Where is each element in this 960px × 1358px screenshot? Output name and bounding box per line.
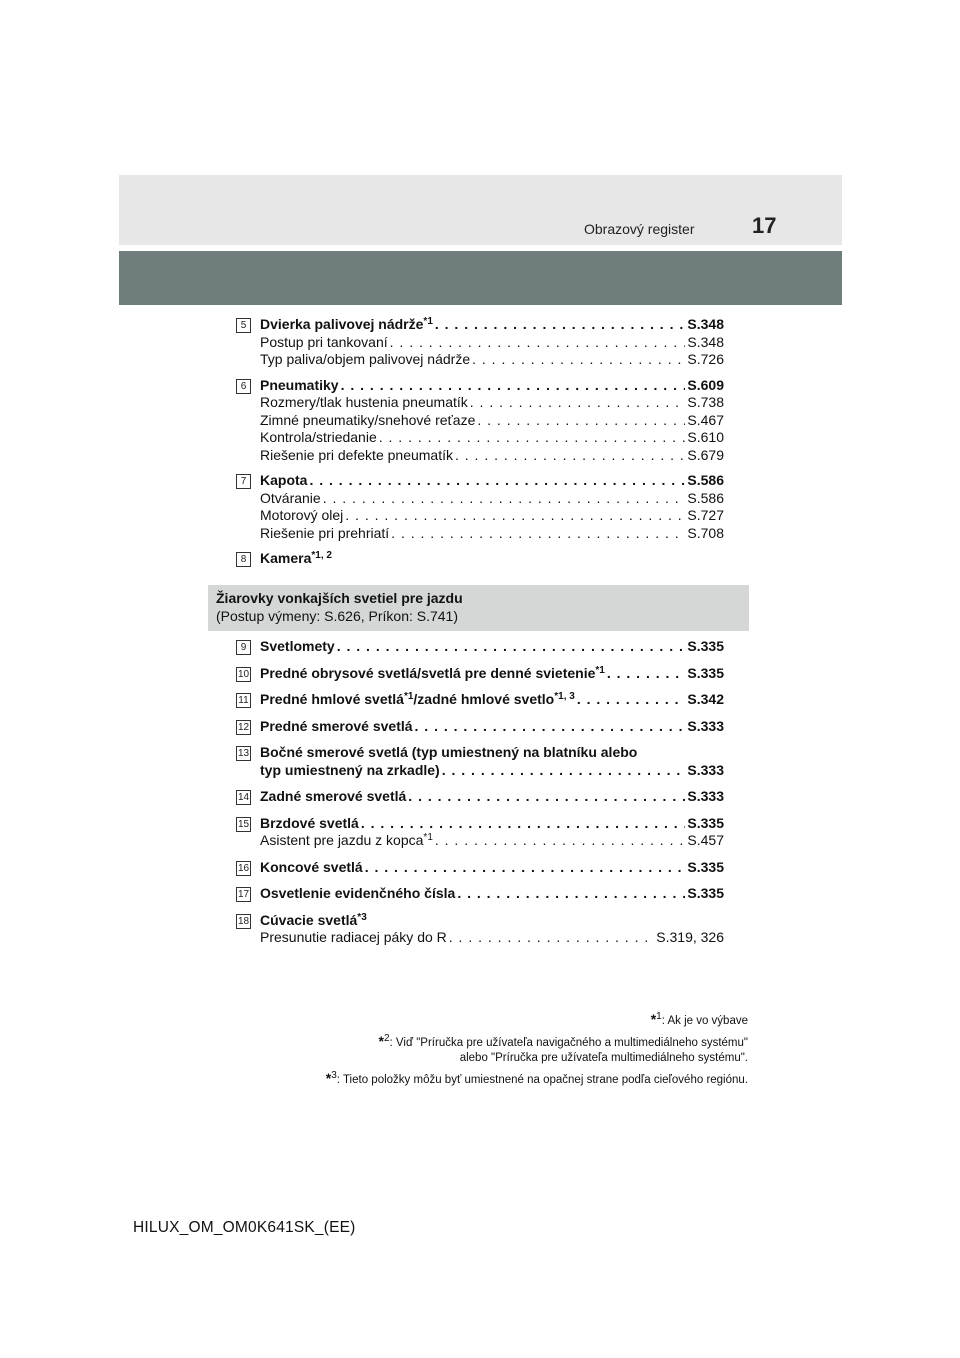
page-reference: S.610 bbox=[687, 429, 724, 445]
leader-dots bbox=[449, 929, 654, 947]
leader-dots bbox=[415, 718, 686, 736]
footnote-asterisk: * bbox=[378, 1033, 384, 1049]
page-reference: S.609 bbox=[687, 376, 724, 393]
page-reference: S.679 bbox=[687, 446, 724, 463]
index-group bbox=[236, 550, 724, 568]
index-entry bbox=[260, 691, 724, 709]
leader-dots bbox=[457, 885, 685, 903]
leader-dots bbox=[472, 351, 685, 369]
page-reference: S.333 bbox=[687, 788, 724, 804]
footnote bbox=[188, 1012, 748, 1029]
header-band-dark bbox=[119, 251, 842, 305]
index-group bbox=[236, 744, 724, 779]
leader-dots bbox=[577, 691, 686, 709]
leader-dots bbox=[337, 638, 686, 656]
leader-dots bbox=[379, 429, 686, 447]
document-code: HILUX_OM_OM0K641SK_(EE) bbox=[133, 1219, 356, 1236]
page-reference: S.335 bbox=[687, 814, 724, 831]
index-entry bbox=[260, 718, 724, 736]
index-entry bbox=[260, 762, 724, 780]
leader-dots bbox=[470, 394, 686, 412]
leader-dots bbox=[435, 316, 686, 334]
entry-label: Brzdové svetlá bbox=[260, 814, 359, 831]
index-entry bbox=[260, 525, 724, 543]
entry-label: Dvierka palivovej nádrže$^{*1}$ bbox=[260, 316, 433, 332]
entry-label: Predné smerové svetlá bbox=[260, 717, 413, 734]
index-entry bbox=[260, 912, 724, 930]
entry-label: Kapota bbox=[260, 472, 308, 488]
entry-label: Kontrola/striedanie bbox=[260, 429, 377, 445]
callout-number: 10 bbox=[237, 668, 250, 680]
page-reference: S.348 bbox=[687, 333, 724, 350]
leader-dots bbox=[408, 788, 685, 806]
footnote-asterisk: * bbox=[650, 1011, 657, 1027]
index-group bbox=[236, 316, 724, 369]
section-header-subtitle: (Postup výmeny: S.626, Príkon: S.741) bbox=[216, 608, 459, 624]
leader-dots bbox=[341, 377, 686, 395]
index-entry bbox=[260, 377, 724, 395]
footnote-ref: *1 bbox=[423, 832, 433, 843]
index-entry bbox=[260, 316, 724, 334]
callout-number: 7 bbox=[236, 474, 251, 489]
index-entry bbox=[260, 507, 724, 525]
index-group bbox=[236, 788, 724, 806]
entry-label: Cúvacie svetlá$^{*3}$ bbox=[260, 911, 367, 928]
index-entry bbox=[260, 351, 724, 369]
page-reference: S.708 bbox=[687, 524, 724, 541]
footnote-text: : Viď "Príručka pre užívateľa navigačného a multimediálneho systému" bbox=[389, 1037, 748, 1049]
entry-label: Kamera$^{*1, 2}$ bbox=[260, 550, 332, 566]
index-group bbox=[236, 377, 724, 465]
callout-number: 18 bbox=[237, 915, 250, 927]
entry-label: typ umiestnený na zrkadle) bbox=[260, 761, 440, 778]
footnote bbox=[188, 1034, 748, 1051]
leader-dots bbox=[435, 832, 686, 850]
footnote-text: : Tieto položky môžu byť umiestnené na opačnej strane podľa cieľového regiónu. bbox=[336, 1074, 748, 1086]
leader-dots bbox=[365, 859, 686, 877]
footnote-asterisk: * bbox=[325, 1070, 332, 1086]
index-group bbox=[236, 885, 724, 903]
index-group bbox=[236, 718, 724, 736]
footnote-number: 1 bbox=[656, 1011, 662, 1022]
section-header-title: Žiarovky vonkajších svetiel pre jazdu bbox=[216, 590, 463, 606]
callout-number: 13 bbox=[237, 748, 250, 759]
page-reference: S.335 bbox=[687, 664, 724, 681]
index-group bbox=[236, 665, 724, 683]
index-entry bbox=[260, 832, 724, 850]
entry-label: Riešenie pri prehriatí bbox=[260, 524, 390, 541]
entry-label: Motorový olej bbox=[260, 507, 344, 523]
footnote-number: 2 bbox=[383, 1033, 390, 1044]
index-entry bbox=[260, 859, 724, 877]
index-entry bbox=[260, 472, 724, 490]
entry-label: Svetlomety bbox=[260, 638, 335, 654]
page-reference: S.727 bbox=[687, 507, 724, 523]
index-entry bbox=[260, 447, 724, 465]
callout-number: 5 bbox=[236, 318, 251, 333]
page-reference: S.586 bbox=[687, 472, 724, 488]
footnote-ref: *1 bbox=[595, 664, 605, 676]
footnote-text-continued: alebo "Príručka pre užívateľa multimediálneho systému". bbox=[459, 1052, 748, 1064]
index-entry bbox=[260, 815, 724, 833]
footnote-number: 3 bbox=[331, 1070, 337, 1081]
page-reference: S.457 bbox=[687, 832, 724, 848]
callout-number: 9 bbox=[236, 640, 251, 655]
index-group bbox=[236, 691, 724, 709]
footnote-ref: *3 bbox=[357, 911, 367, 923]
index-entry bbox=[260, 929, 724, 947]
entry-label: Zimné pneumatiky/snehové reťaze bbox=[260, 411, 476, 428]
leader-dots bbox=[390, 334, 686, 352]
index-group bbox=[236, 912, 724, 947]
callout-number: 16 bbox=[237, 862, 250, 874]
entry-label: Postup pri tankovaní bbox=[260, 333, 388, 350]
leader-dots bbox=[477, 412, 685, 430]
index-entry bbox=[260, 490, 724, 508]
page-number: 17 bbox=[752, 213, 777, 238]
footnotes bbox=[188, 1012, 748, 1088]
footnote-ref: *1 bbox=[423, 316, 433, 327]
page-reference: S.586 bbox=[687, 489, 724, 506]
footnote-ref: *1 bbox=[403, 691, 414, 702]
footnote-ref: *1, 3 bbox=[554, 691, 575, 702]
header-band-light bbox=[119, 175, 842, 245]
page-reference: S.333 bbox=[687, 761, 724, 778]
leader-dots bbox=[345, 507, 685, 525]
footnote bbox=[188, 1071, 748, 1088]
leader-dots bbox=[391, 525, 685, 543]
index-group bbox=[236, 859, 724, 877]
index-entry bbox=[260, 412, 724, 430]
entry-label: Otváranie bbox=[260, 489, 321, 506]
entry-label: Presunutie radiacej páky do R bbox=[260, 929, 447, 945]
entry-label: Zadné smerové svetlá bbox=[260, 788, 407, 804]
index-section-2 bbox=[236, 638, 724, 947]
leader-dots bbox=[455, 447, 685, 465]
index-entry bbox=[260, 429, 724, 447]
callout-number: 8 bbox=[236, 552, 251, 567]
entry-label: Predné obrysové svetlá/svetlá pre denné svietenie$^{*1}$ bbox=[260, 664, 605, 681]
footnote-text: : Ak je vo výbave bbox=[661, 1015, 748, 1027]
entry-label: Koncové svetlá bbox=[260, 858, 363, 875]
index-entry bbox=[260, 788, 724, 806]
callout-number: 11 bbox=[236, 693, 251, 708]
page-reference: S.348 bbox=[687, 316, 724, 332]
entry-label: Pneumatiky bbox=[260, 376, 339, 393]
index-entry bbox=[260, 744, 724, 762]
callout-number: 14 bbox=[237, 792, 250, 803]
page-reference: S.319, 326 bbox=[656, 929, 724, 945]
index-group bbox=[236, 815, 724, 850]
callout-number: 17 bbox=[237, 889, 250, 900]
index-entry bbox=[260, 665, 724, 683]
leader-dots bbox=[309, 472, 685, 490]
entry-label: Asistent pre jazdu z kopca$^{*1}$ bbox=[260, 832, 433, 848]
leader-dots bbox=[442, 762, 686, 780]
entry-label: Bočné smerové svetlá (typ umiestnený na blatníku alebo bbox=[260, 744, 638, 760]
index-entry bbox=[260, 334, 724, 352]
page-reference: S.738 bbox=[687, 394, 724, 410]
page-reference: S.333 bbox=[687, 717, 724, 734]
entry-label: Osvetlenie evidenčného čísla bbox=[260, 885, 456, 901]
index-entry bbox=[260, 885, 724, 903]
callout-number: 6 bbox=[236, 379, 251, 394]
entry-label: Riešenie pri defekte pneumatík bbox=[260, 446, 453, 463]
callout-number: 12 bbox=[237, 721, 250, 733]
page-reference: S.467 bbox=[687, 411, 724, 428]
index-group bbox=[236, 472, 724, 542]
leader-dots bbox=[607, 665, 686, 683]
leader-dots bbox=[361, 815, 686, 833]
entry-label: Predné hmlové svetlá$^{*1}$/zadné hmlové svetlo$^{*1, 3}$ bbox=[260, 691, 575, 707]
header-title: Obrazový register bbox=[584, 221, 695, 237]
page-reference: S.342 bbox=[687, 691, 724, 707]
footnote-ref: *1, 2 bbox=[311, 550, 332, 561]
entry-label: Typ paliva/objem palivovej nádrže bbox=[260, 351, 471, 367]
page-reference: S.335 bbox=[687, 858, 724, 875]
index-entry bbox=[260, 550, 724, 568]
page-reference: S.335 bbox=[687, 885, 724, 901]
page-reference: S.335 bbox=[687, 638, 724, 654]
leader-dots bbox=[323, 490, 686, 508]
section-header-box bbox=[208, 585, 749, 631]
entry-label: Rozmery/tlak hustenia pneumatík bbox=[260, 394, 468, 410]
index-entry bbox=[260, 394, 724, 412]
index-section-1 bbox=[236, 316, 724, 568]
callout-number: 15 bbox=[237, 818, 250, 830]
page-reference: S.726 bbox=[687, 351, 724, 367]
index-group bbox=[236, 638, 724, 656]
index-entry bbox=[260, 638, 724, 656]
